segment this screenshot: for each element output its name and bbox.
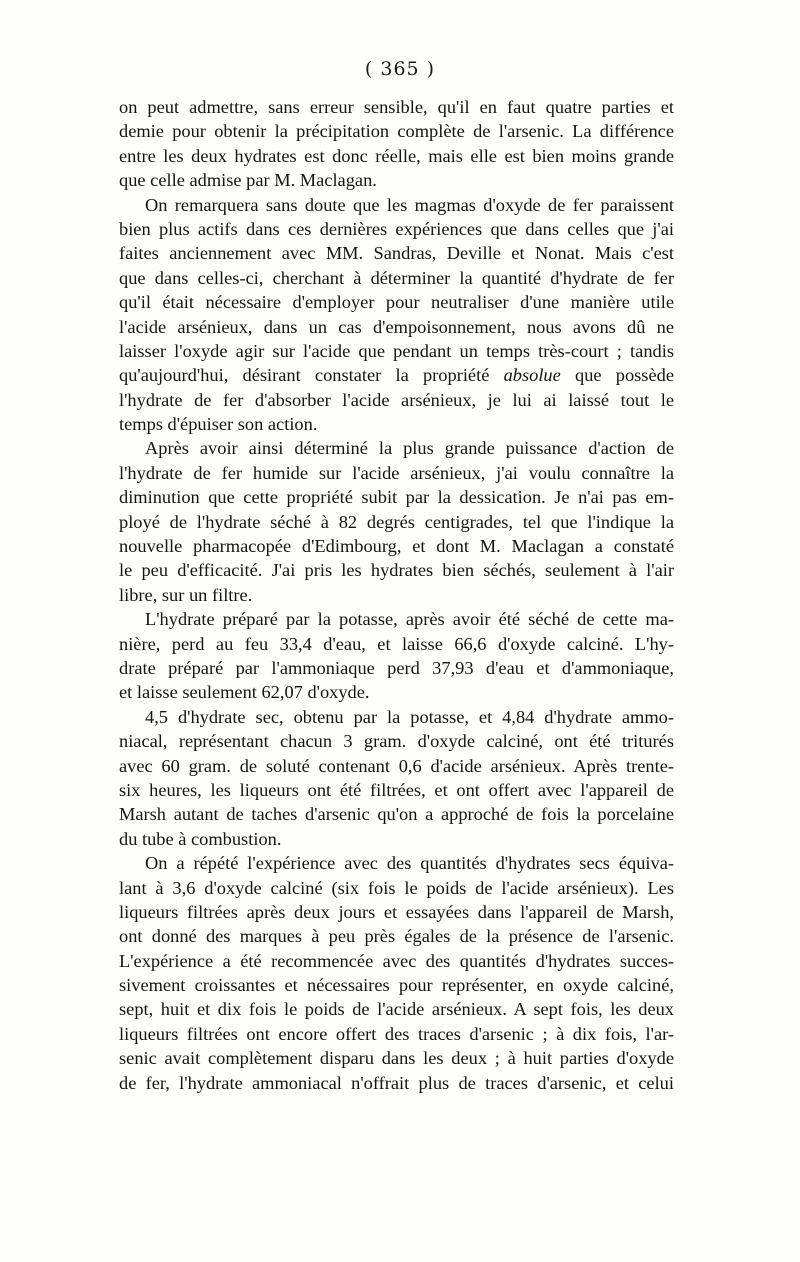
text-line: nière, perd au feu 33,4 d'eau, et laisse 66,6 d'oxyde calciné. L'hy-	[119, 633, 674, 654]
text-line: entre les deux hydrates est donc réelle, mais elle est bien moins grande	[119, 145, 674, 166]
text-line: bien plus actifs dans ces dernières expériences que dans celles que j'ai	[119, 218, 674, 239]
paragraph	[119, 436, 674, 607]
text-line: nouvelle pharmacopée d'Edimbourg, et dont M. Maclagan a constaté	[119, 536, 674, 557]
text-line: On a répété l'expérience avec des quantités d'hydrates secs équiva-	[145, 853, 674, 874]
text-line: que celle admise par M. Maclagan.	[119, 170, 377, 191]
text-line: ont donné des marques à peu près égales de la présence de l'arsenic.	[119, 926, 674, 947]
text-line: senic avait complètement disparu dans les deux ; à huit parties d'oxyde	[119, 1048, 674, 1069]
paragraph	[119, 851, 674, 1095]
body-text	[119, 95, 674, 1095]
text-line: que dans celles-ci, cherchant à déterminer la quantité d'hydrate de fer	[119, 267, 674, 288]
text-line: laisser l'oxyde agir sur l'acide que pendant un temps très-court ; tandis	[119, 340, 674, 361]
text-line: Marsh autant de taches d'arsenic qu'on a approché de fois la porcelaine	[119, 804, 674, 825]
text-line: sept, huit et dix fois le poids de l'acide arsénieux. A sept fois, les deux	[119, 999, 674, 1020]
text-line: on peut admettre, sans erreur sensible, qu'il en faut quatre parties et	[119, 97, 674, 117]
paragraph	[119, 705, 674, 851]
text-line: ployé de l'hydrate séché à 82 degrés centigrades, tel que l'indique la	[119, 511, 674, 532]
text-line: l'hydrate de fer d'absorber l'acide arsénieux, je lui ai laissé tout le	[119, 389, 674, 410]
text-line: L'hydrate préparé par la potasse, après avoir été séché de cette ma-	[145, 609, 674, 630]
paragraph	[119, 607, 674, 705]
emphasis: absolue	[503, 365, 561, 386]
text-line: demie pour obtenir la précipitation complète de l'arsenic. La différence	[119, 121, 674, 142]
text-line: de fer, l'hydrate ammoniacal n'offrait plus de traces d'arsenic, et celui	[119, 1072, 674, 1093]
text-line: six heures, les liqueurs ont été filtrées, et ont offert avec l'appareil de	[119, 779, 674, 800]
page-number: ( 365 )	[364, 58, 436, 80]
text-line: du tube à combustion.	[119, 828, 282, 849]
text-line: l'acide arsénieux, dans un cas d'empoisonnement, nous avons dû ne	[119, 316, 674, 337]
text-line: qu'aujourd'hui, désirant constater la propriété absolue que possède	[119, 365, 674, 386]
text-line: liqueurs filtrées ont encore offert des traces d'arsenic ; à dix fois, l'ar-	[119, 1023, 674, 1044]
text-line: drate préparé par l'ammoniaque perd 37,93 d'eau et d'ammoniaque,	[119, 657, 674, 678]
text-line: Après avoir ainsi déterminé la plus grande puissance d'action de	[145, 438, 674, 459]
text-line: et laisse seulement 62,07 d'oxyde.	[119, 682, 370, 703]
text-line: faites anciennement avec MM. Sandras, Deville et Nonat. Mais c'est	[119, 243, 674, 264]
text-line: libre, sur un filtre.	[119, 584, 253, 605]
paragraph	[119, 95, 674, 193]
text-line: L'expérience a été recommencée avec des quantités d'hydrates succes-	[119, 950, 674, 971]
paragraph	[119, 193, 674, 437]
text-line: niacal, représentant chacun 3 gram. d'oxyde calciné, ont été triturés	[119, 731, 674, 752]
text-line: 4,5 d'hydrate sec, obtenu par la potasse, et 4,84 d'hydrate ammo-	[145, 706, 674, 727]
text-line: avec 60 gram. de soluté contenant 0,6 d'acide arsénieux. Après trente-	[119, 755, 674, 776]
text-line: qu'il était nécessaire d'employer pour neutraliser d'une manière utile	[119, 292, 674, 313]
text-line: sivement croissantes et nécessaires pour représenter, en oxyde calciné,	[119, 975, 674, 996]
text-line: lant à 3,6 d'oxyde calciné (six fois le poids de l'acide arsénieux). Les	[119, 877, 674, 898]
text-line: le peu d'efficacité. J'ai pris les hydrates bien séchés, seulement à l'air	[119, 560, 674, 581]
text-line: On remarquera sans doute que les magmas d'oxyde de fer paraissent	[145, 194, 674, 215]
text-line: temps d'épuiser son action.	[119, 414, 318, 435]
text-line: liqueurs filtrées après deux jours et essayées dans l'appareil de Marsh,	[119, 901, 674, 922]
text-line: l'hydrate de fer humide sur l'acide arsénieux, j'ai voulu connaître la	[119, 462, 674, 483]
text-line: diminution que cette propriété subit par la dessication. Je n'ai pas em-	[119, 487, 674, 508]
